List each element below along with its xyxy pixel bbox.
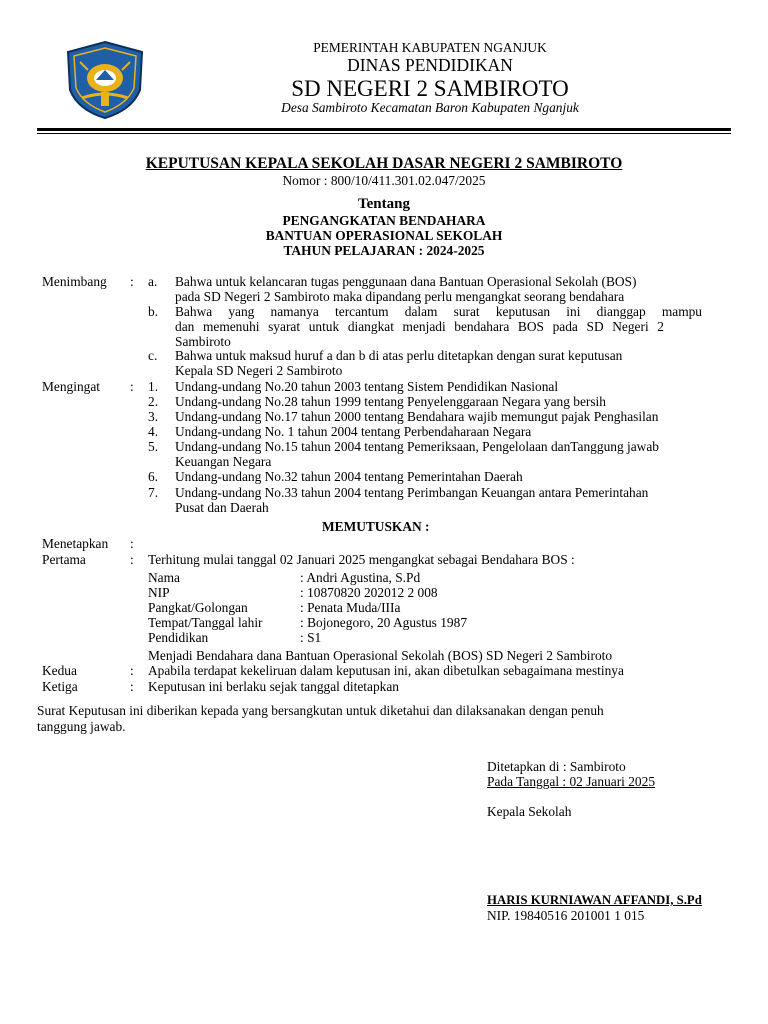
kedua-colon: : (130, 663, 134, 678)
field-value-ttl: : Bojonegoro, 20 Agustus 1987 (300, 615, 468, 630)
decree-subject-line2: BANTUAN OPERASIONAL SEKOLAH (265, 228, 503, 243)
decree-subject-line1: PENGANGKATAN BENDAHARA (282, 213, 486, 228)
mengingat-4-line1: Undang-undang No. 1 tahun 2004 tentang Perbendaharaan Negara (175, 424, 532, 439)
menimbang-colon: : (130, 274, 134, 289)
menetapkan-colon: : (130, 536, 134, 551)
menimbang-c-line1: Bahwa untuk maksud huruf a dan b di atas perlu ditetapkan dengan surat keputusan (175, 348, 623, 363)
field-label-pangkat: Pangkat/Golongan (148, 600, 248, 615)
menimbang-a-line2: pada SD Negeri 2 Sambiroto maka dipandang perlu mengangkat seorang bendahara (175, 289, 625, 304)
menimbang-label: Menimbang (42, 274, 107, 289)
closing-line1: Surat Keputusan ini diberikan kepada yang bersangkutan untuk diketahui dan dilaksanakan dengan penuh (37, 703, 604, 718)
field-value-pangkat: : Penata Muda/IIIa (300, 600, 401, 615)
field-label-nama: Nama (148, 570, 180, 585)
government-name: PEMERINTAH KABUPATEN NGANJUK (313, 40, 547, 55)
ketiga-text: Keputusan ini berlaku sejak tanggal ditetapkan (148, 679, 399, 694)
menimbang-b-line2: dan memenuhi syarat untuk diangkat menjadi bendahara BOS pada SD Negeri 2 (175, 319, 664, 334)
pertama-colon: : (130, 552, 134, 567)
field-value-nip: : 10870820 202012 2 008 (300, 585, 438, 600)
pertama-text: Terhitung mulai tanggal 02 Januari 2025 mengangkat sebagai Bendahara BOS : (148, 552, 575, 567)
mengingat-marker-4: 4. (148, 424, 159, 439)
mengingat-label: Mengingat (42, 379, 101, 394)
mengingat-7-line1: Undang-undang No.33 tahun 2004 tentang Perimbangan Keuangan antara Pemerintahan (175, 485, 649, 500)
signature-place: Ditetapkan di : Sambiroto (487, 759, 626, 774)
school-emblem-logo (62, 40, 148, 120)
menetapkan-label: Menetapkan (42, 536, 109, 551)
signatory-name: HARIS KURNIAWAN AFFANDI, S.Pd (487, 893, 702, 907)
decree-about: Tentang (358, 196, 410, 212)
ketiga-colon: : (130, 679, 134, 694)
signature-date: Pada Tanggal : 02 Januari 2025 (487, 774, 656, 789)
mengingat-2-line1: Undang-undang No.28 tahun 1999 tentang Penyelenggaraan Negara yang bersih (175, 394, 606, 409)
mengingat-7-line2: Pusat dan Daerah (175, 500, 269, 515)
decree-number: Nomor : 800/10/411.301.02.047/2025 (282, 173, 486, 188)
mengingat-marker-6: 6. (148, 469, 159, 484)
pertama-label: Pertama (42, 552, 86, 567)
field-label-nip: NIP (148, 585, 170, 600)
menimbang-marker-a: a. (148, 274, 158, 289)
menimbang-marker-c: c. (148, 348, 158, 363)
mengingat-marker-3: 3. (148, 409, 159, 424)
memutuskan-heading: MEMUTUSKAN : (322, 519, 430, 534)
mengingat-1-line1: Undang-undang No.20 tahun 2003 tentang Sistem Pendidikan Nasional (175, 379, 559, 394)
mengingat-marker-1: 1. (148, 379, 159, 394)
field-value-nama: : Andri Agustina, S.Pd (300, 570, 421, 585)
header-divider-thick (37, 128, 731, 131)
ketiga-label: Ketiga (42, 679, 78, 694)
mengingat-marker-7: 7. (148, 485, 159, 500)
mengingat-marker-5: 5. (148, 439, 159, 454)
kedua-text: Apabila terdapat kekeliruan dalam keputusan ini, akan dibetulkan sebagaimana mestinya (148, 663, 624, 678)
school-name: SD NEGERI 2 SAMBIROTO (291, 76, 569, 101)
signatory-nip: NIP. 19840516 201001 1 015 (487, 908, 645, 923)
signature-position: Kepala Sekolah (487, 804, 572, 819)
field-label-ttl: Tempat/Tanggal lahir (148, 615, 263, 630)
field-label-pendidikan: Pendidikan (148, 630, 209, 645)
mengingat-5-line2: Keuangan Negara (175, 454, 272, 469)
menimbang-b-line1: Bahwa yang namanya tercantum dalam surat keputusan ini dianggap mampu (175, 304, 702, 319)
menimbang-b-line3: Sambiroto (175, 334, 231, 349)
mengingat-6-line1: Undang-undang No.32 tahun 2004 tentang Pemerintahan Daerah (175, 469, 523, 484)
decree-title: KEPUTUSAN KEPALA SEKOLAH DASAR NEGERI 2 SAMBIROTO (145, 155, 623, 172)
mengingat-marker-2: 2. (148, 394, 159, 409)
header-divider-thin (37, 133, 731, 134)
department-name: DINAS PENDIDIKAN (347, 55, 513, 75)
mengingat-colon: : (130, 379, 134, 394)
mengingat-3-line1: Undang-undang No.17 tahun 2000 tentang Bendahara wajib memungut pajak Penghasilan (175, 409, 659, 424)
closing-line2: tanggung jawab. (37, 719, 126, 734)
field-value-pendidikan: : S1 (300, 630, 322, 645)
kedua-label: Kedua (42, 663, 77, 678)
menimbang-a-line1: Bahwa untuk kelancaran tugas penggunaan dana Bantuan Operasional Sekolah (BOS) (175, 274, 637, 289)
menimbang-c-line2: Kepala SD Negeri 2 Sambiroto (175, 363, 343, 378)
pertama-closing: Menjadi Bendahara dana Bantuan Operasional Sekolah (BOS) SD Negeri 2 Sambiroto (148, 648, 613, 663)
decree-subject-line3: TAHUN PELAJARAN : 2024-2025 (283, 243, 485, 258)
school-address: Desa Sambiroto Kecamatan Baron Kabupaten Nganjuk (281, 100, 579, 115)
mengingat-5-line1: Undang-undang No.15 tahun 2004 tentang Pemeriksaan, Pengelolaan danTanggung jawab (175, 439, 659, 454)
menimbang-marker-b: b. (148, 304, 159, 319)
